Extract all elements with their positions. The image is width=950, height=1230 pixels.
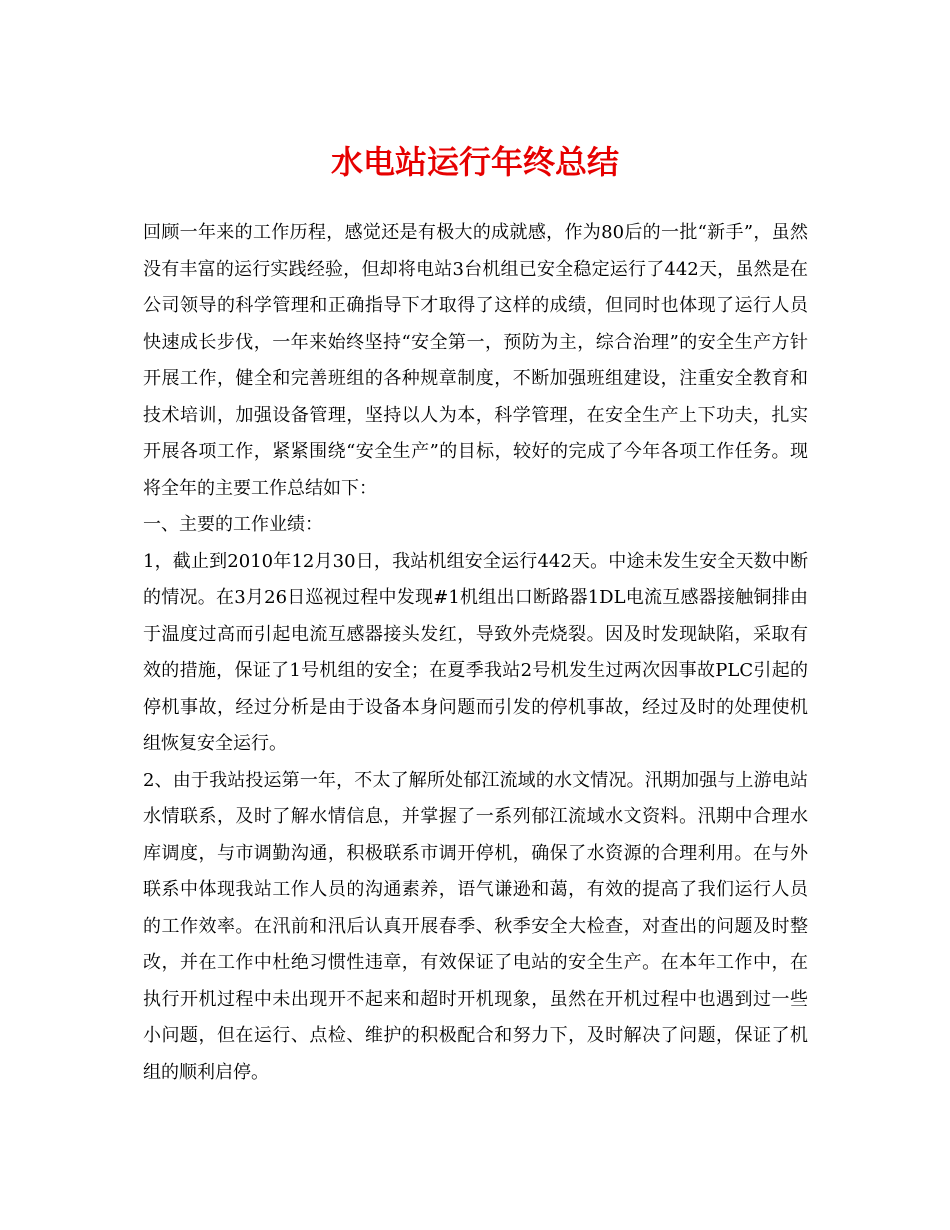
section-heading: 一、主要的工作业绩： [143,514,323,535]
paragraph-intro: 回顾一年来的工作历程，感觉还是有极大的成就感，作为80后的一批“新手”，虽然没有丰富的运行实践经验，但却将电站3台机组已安全稳定运行了442天，虽然是在公司领导的科学管理和正确指导下才取得了这样的成绩，但同时也体现了运行人员快速成长步伐，一年来始终坚持“安全第一，预防为主，综合治理”的安全生产方针开展工作，健全和完善班组的各种规章制度，不断加强班组建设，注重安全教育和技术培训，加强设备管理，坚持以人为本，科学管理，在安全生产上下功夫，扎实开展各项工作，紧紧围绕“安全生产”的目标，较好的完成了今年各项工作任务。现将全年的主要工作总结如下： [143,222,808,499]
document-body [143,215,808,1091]
paragraph-item-1: 1，截止到2010年12月30日，我站机组安全运行442天。中途未发生安全天数中断的情况。在3月26日巡视过程中发现#1机组出口断路器1DL电流互感器接触铜排由于温度过高而引起电流互感器接头发红，导致外壳烧裂。因及时发现缺陷，采取有效的措施，保证了1号机组的安全；在夏季我站2号机发生过两次因事故PLC引起的停机事故，经过分析是由于设备本身问题而引发的停机事故，经过及时的处理使机组恢复安全运行。 [143,550,808,754]
document-title: 水电站运行年终总结 [330,143,619,181]
paragraph-item-2: 2、由于我站投运第一年，不太了解所处郁江流域的水文情况。汛期加强与上游电站水情联系，及时了解水情信息，并掌握了一系列郁江流域水文资料。汛期中合理水库调度，与市调勤沟通，积极联系市调开停机，确保了水资源的合理利用。在与外联系中体现我站工作人员的沟通素养，语气谦逊和蔼，有效的提高了我们运行人员的工作效率。在汛前和汛后认真开展春季、秋季安全大检查，对查出的问题及时整改，并在工作中杜绝习惯性违章，有效保证了电站的安全生产。在本年工作中，在执行开机过程中未出现开不起来和超时开机现象，虽然在开机过程中也遇到过一些小问题，但在运行、点检、维护的积极配合和努力下，及时解决了问题，保证了机组的顺利启停。 [143,769,808,1083]
